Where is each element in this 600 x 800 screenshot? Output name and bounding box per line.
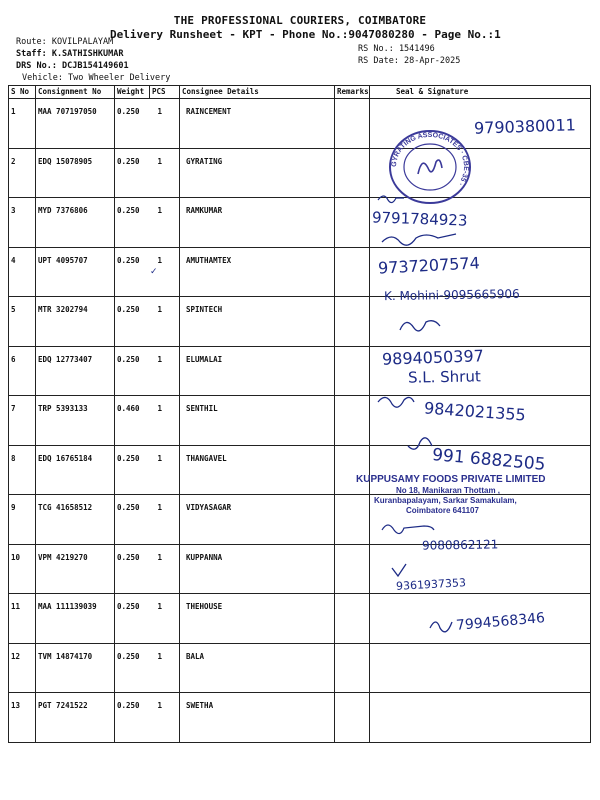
table-row [9, 198, 591, 248]
table-row [9, 693, 591, 743]
cell-consignee: SWETHA [180, 693, 335, 743]
cell-signature [370, 297, 591, 347]
rs-number: RS No.: 1541496 [358, 44, 435, 54]
table-row [9, 346, 591, 396]
cell-weight: 0.250 [115, 148, 150, 198]
table-row [9, 148, 591, 198]
cell-consignment: TVM 14874170 [36, 643, 115, 693]
company-name: KUPPUSAMY FOODS PRIVATE LIMITED [356, 474, 546, 485]
col-consignee: Consignee Details [180, 86, 335, 99]
handwritten-phone-9: 9080862121 [421, 537, 499, 553]
col-sno: S No [9, 86, 36, 99]
cell-consignee: SENTHIL [180, 396, 335, 446]
col-signature: Seal & Signature [370, 86, 591, 99]
col-pcs: PCS [150, 86, 180, 99]
cell-consignee: RAMKUMAR [180, 198, 335, 248]
cell-weight: 0.250 [115, 99, 150, 149]
cell-pcs: 1 [150, 148, 180, 198]
cell-consignment: MAA 111139039 [36, 594, 115, 644]
drs-number: DRS No.: DCJB154149601 [16, 61, 129, 71]
cell-consignee: ELUMALAI [180, 346, 335, 396]
cell-sno: 6 [9, 346, 36, 396]
stamp-ring-text: GYRATING ASSOCIATES · CBE-35 · [390, 131, 470, 187]
cell-remarks [335, 198, 370, 248]
cell-remarks [335, 148, 370, 198]
cell-consignment: TCG 41658512 [36, 495, 115, 545]
cell-consignee: THEHOUSE [180, 594, 335, 644]
cell-weight: 0.250 [115, 247, 150, 297]
company-address-2: Kuranbapalayam, Sarkar Samakulam, [374, 496, 517, 505]
cell-remarks [335, 99, 370, 149]
route-label: Route: KOVILPALAYAM [16, 37, 114, 47]
cell-consignment: EDQ 12773407 [36, 346, 115, 396]
table-header-row [9, 86, 591, 99]
handwritten-phone-5: 9894050397 [381, 346, 485, 369]
cell-sno: 10 [9, 544, 36, 594]
cell-consignment: UPT 4095707 [36, 247, 115, 297]
cell-consignee: SPINTECH [180, 297, 335, 347]
cell-weight: 0.250 [115, 693, 150, 743]
cell-consignment: MYD 7376806 [36, 198, 115, 248]
cell-consignee: KUPPANNA [180, 544, 335, 594]
cell-remarks [335, 297, 370, 347]
table-row [9, 643, 591, 693]
page-title: THE PROFESSIONAL COURIERS, COIMBATORE [173, 14, 427, 27]
cell-consignment: EDQ 16765184 [36, 445, 115, 495]
cell-pcs: 1 [150, 643, 180, 693]
cell-pcs: 1 [150, 594, 180, 644]
cell-consignee: RAINCEMENT [180, 99, 335, 149]
cell-remarks [335, 693, 370, 743]
staff-label: Staff: K.SATHISHKUMAR [16, 49, 124, 59]
cell-pcs: 1 [150, 495, 180, 545]
handwritten-note-4: K. Mohini-9095665906 [383, 286, 520, 304]
cell-consignee: GYRATING [180, 148, 335, 198]
cell-sno: 3 [9, 198, 36, 248]
cell-pcs: 1 [150, 544, 180, 594]
cell-sno: 7 [9, 396, 36, 446]
gyrating-associates-stamp [388, 128, 472, 206]
cell-weight: 0.250 [115, 643, 150, 693]
cell-pcs: 1 [150, 693, 180, 743]
cell-pcs: 1 [150, 396, 180, 446]
cell-weight: 0.250 [115, 297, 150, 347]
cell-remarks [335, 594, 370, 644]
cell-weight: 0.460 [115, 396, 150, 446]
col-remarks: Remarks [335, 86, 370, 99]
cell-consignee: AMUTHAMTEX [180, 247, 335, 297]
cell-remarks [335, 247, 370, 297]
cell-sno: 1 [9, 99, 36, 149]
rs-date: RS Date: 28-Apr-2025 [358, 56, 461, 66]
cell-consignment: VPM 4219270 [36, 544, 115, 594]
handwritten-phone-11: 7994568346 [455, 610, 546, 634]
cell-sno: 9 [9, 495, 36, 545]
cell-weight: 0.250 [115, 495, 150, 545]
cell-remarks [335, 544, 370, 594]
cell-pcs: 1 [150, 247, 180, 297]
cell-sno: 11 [9, 594, 36, 644]
cell-consignment: PGT 7241522 [36, 693, 115, 743]
cell-weight: 0.250 [115, 198, 150, 248]
cell-consignee: BALA [180, 643, 335, 693]
company-address-3: Coimbatore 641107 [406, 506, 479, 515]
handwritten-phone-2: 9791784923 [371, 208, 468, 230]
cell-remarks [335, 643, 370, 693]
handwritten-phone-1: 9790380011 [473, 115, 577, 138]
cell-sno: 8 [9, 445, 36, 495]
cell-weight: 0.250 [115, 346, 150, 396]
cell-signature [370, 693, 591, 743]
handwritten-name-6: S.L. Shrut [407, 367, 481, 387]
cell-sno: 12 [9, 643, 36, 693]
cell-weight: 0.250 [115, 445, 150, 495]
company-stamp [356, 474, 571, 515]
cell-consignment: EDQ 15078905 [36, 148, 115, 198]
cell-pcs: 1 [150, 297, 180, 347]
pcs-tick-mark: ✓ [150, 267, 158, 277]
table-row [9, 544, 591, 594]
vehicle-label: Vehicle: Two Wheeler Delivery [22, 73, 171, 83]
handwritten-phone-7: 9842021355 [423, 398, 527, 425]
cell-pcs: 1 [150, 346, 180, 396]
cell-pcs: 1 [150, 445, 180, 495]
cell-consignee: THANGAVEL [180, 445, 335, 495]
cell-sno: 2 [9, 148, 36, 198]
cell-weight: 0.250 [115, 594, 150, 644]
handwritten-phone-3: 9737207574 [377, 253, 481, 278]
cell-weight: 0.250 [115, 544, 150, 594]
cell-sno: 13 [9, 693, 36, 743]
table-row [9, 297, 591, 347]
cell-pcs: 1 [150, 99, 180, 149]
cell-consignment: MAA 707197050 [36, 99, 115, 149]
cell-remarks [335, 396, 370, 446]
handwritten-phone-10: 9361937353 [395, 576, 467, 593]
cell-sno: 5 [9, 297, 36, 347]
company-address-1: No 18, Manikaran Thottam , [396, 486, 501, 495]
handwritten-phone-8: 991 6882505 [431, 445, 547, 475]
cell-remarks [335, 346, 370, 396]
col-weight: Weight [115, 86, 150, 99]
round-seal-icon [388, 128, 472, 206]
cell-pcs: 1 [150, 198, 180, 248]
cell-signature [370, 643, 591, 693]
cell-consignment: TRP 5393133 [36, 396, 115, 446]
cell-consignment: MTR 3202794 [36, 297, 115, 347]
col-consignment: Consignment No [36, 86, 115, 99]
runsheet-subtitle: Delivery Runsheet - KPT - Phone No.:9047080280 - Page No.:1 [110, 28, 501, 41]
cell-sno: 4 [9, 247, 36, 297]
cell-consignee: VIDYASAGAR [180, 495, 335, 545]
